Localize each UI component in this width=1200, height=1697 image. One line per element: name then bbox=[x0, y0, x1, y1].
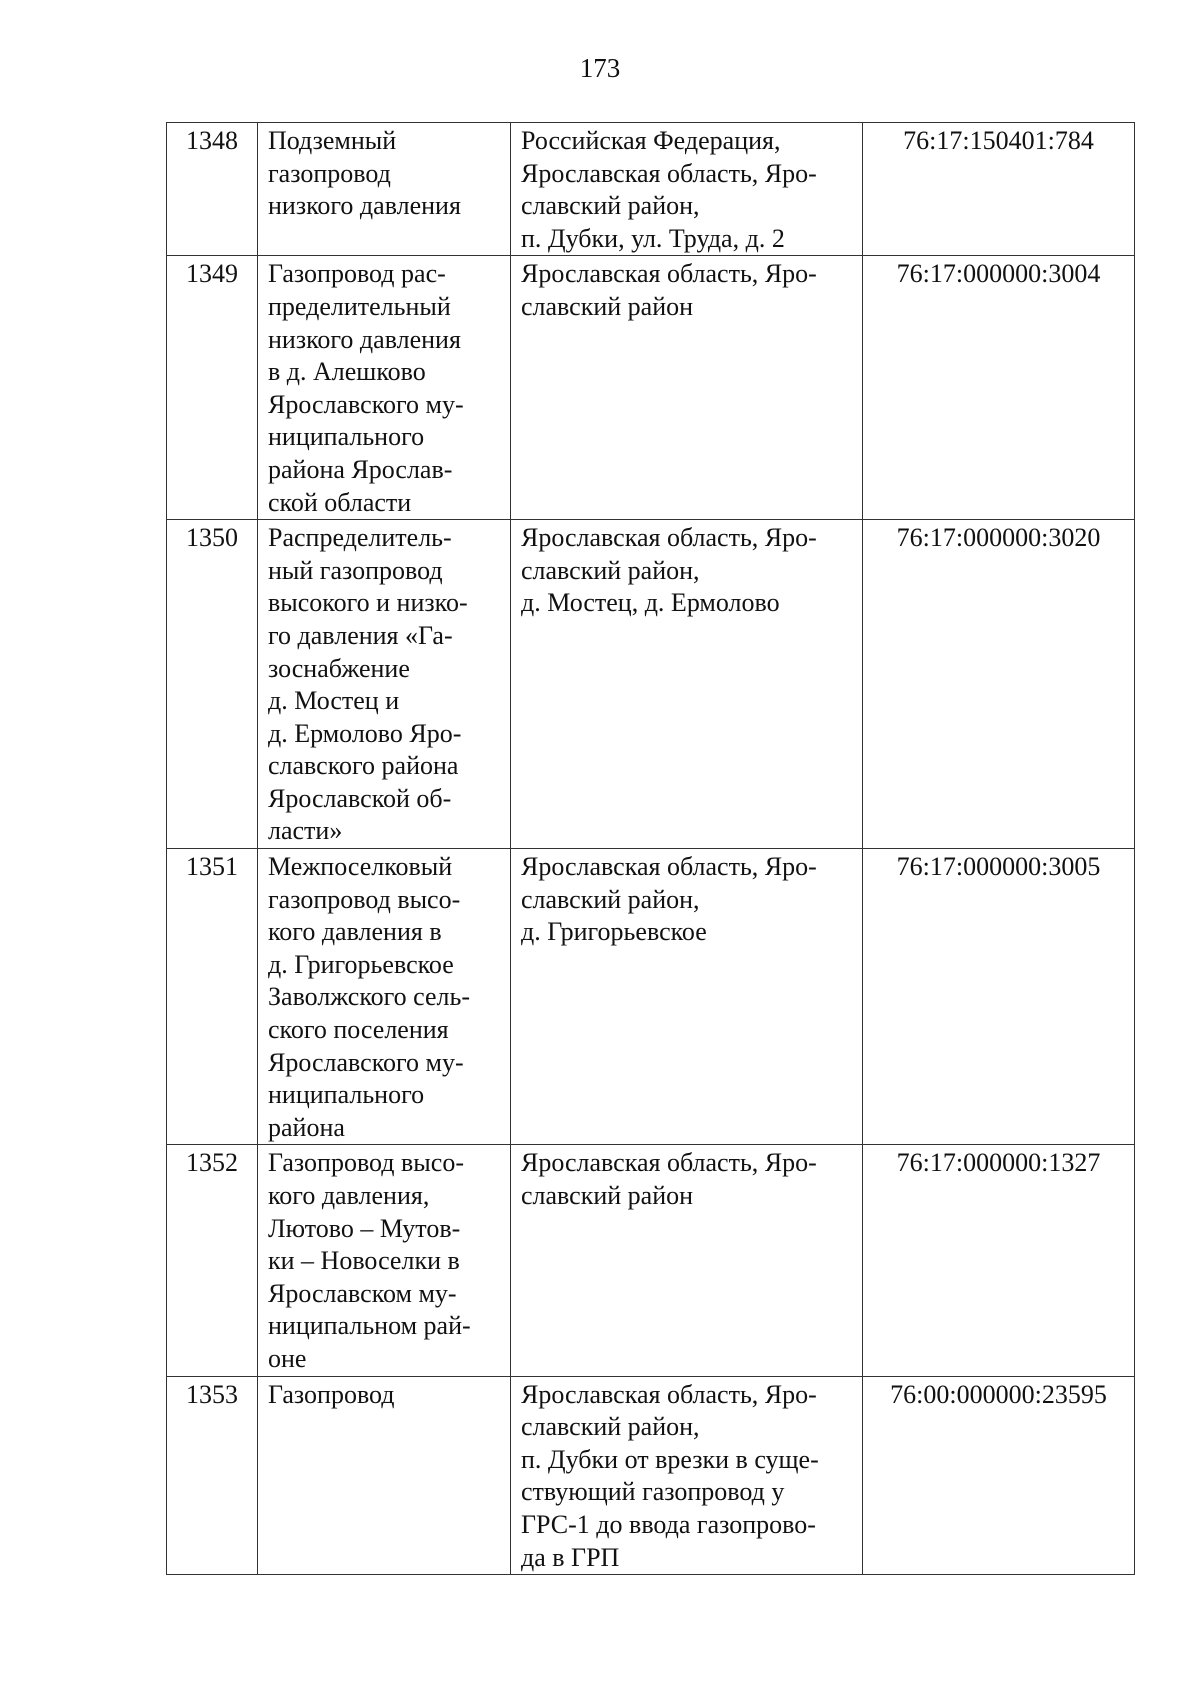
address-line: славский район bbox=[521, 1181, 694, 1210]
cell-object-name bbox=[258, 849, 511, 1145]
object-name-line: Ярославском му- bbox=[268, 1278, 457, 1308]
cell-address bbox=[511, 520, 863, 849]
object-name-line: района bbox=[268, 1112, 345, 1142]
cell-object-name bbox=[258, 123, 511, 256]
cell-number: 1351 bbox=[167, 849, 258, 1145]
object-name-line: газопровод bbox=[268, 158, 391, 188]
object-name-line: д. Григорьевское bbox=[268, 949, 454, 979]
page-number: 173 bbox=[579, 53, 621, 83]
object-name-line: д. Мостец и bbox=[268, 686, 400, 716]
table-row bbox=[167, 1376, 1135, 1575]
object-name-line: д. Ермолово Яро- bbox=[268, 718, 462, 748]
object-name-line: Распределитель- bbox=[268, 523, 452, 553]
address-line: славский район bbox=[521, 291, 694, 321]
cell-cadastral-number: 76:00:000000:23595 bbox=[863, 1376, 1135, 1575]
object-name-line: Газопровод рас- bbox=[268, 259, 446, 289]
object-name-line: ки – Новоселки в bbox=[268, 1246, 460, 1276]
object-name-line: в д. Алешково bbox=[268, 357, 426, 387]
cell-number: 1353 bbox=[167, 1376, 258, 1575]
object-name-line: ласти» bbox=[268, 816, 343, 846]
object-name-line: Газопровод высо- bbox=[268, 1148, 464, 1178]
object-name-line: ской области bbox=[268, 487, 412, 517]
cell-cadastral-number: 76:17:000000:1327 bbox=[863, 1145, 1135, 1376]
cell-cadastral-number: 76:17:000000:3004 bbox=[863, 256, 1135, 520]
object-name-line: кого давления, bbox=[268, 1181, 430, 1210]
address-line: славский район, bbox=[521, 1412, 700, 1442]
object-name-line: Лютово – Мутов- bbox=[268, 1213, 461, 1243]
address-line: славский район, bbox=[521, 555, 700, 585]
object-name-line: оне bbox=[268, 1343, 307, 1373]
object-name-line: ниципального bbox=[268, 1080, 425, 1110]
address-line: Ярославская область, Яро- bbox=[521, 1379, 817, 1409]
address-line: ГРС-1 до ввода газопрово- bbox=[521, 1509, 816, 1539]
address-line: Российская Федерация, bbox=[521, 126, 781, 155]
object-name-line: района Ярослав- bbox=[268, 454, 453, 484]
registry-table bbox=[166, 122, 1135, 1575]
cell-cadastral-number: 76:17:150401:784 bbox=[863, 123, 1135, 256]
object-name-line: славского района bbox=[268, 751, 459, 781]
object-name-line: Ярославского му- bbox=[268, 389, 464, 419]
table-row bbox=[167, 256, 1135, 520]
object-name-line: ского поселения bbox=[268, 1015, 449, 1045]
address-line: да в ГРП bbox=[521, 1542, 620, 1572]
object-name-line: высокого и низко- bbox=[268, 588, 468, 618]
object-name-line: газопровод высо- bbox=[268, 884, 461, 914]
address-line: д. Мостец, д. Ермолово bbox=[521, 588, 780, 618]
address-line: Ярославская область, Яро- bbox=[521, 1148, 817, 1178]
object-name-line: кого давления в bbox=[268, 917, 442, 947]
object-name-line: пределительный bbox=[268, 291, 451, 321]
object-name-line: Подземный bbox=[268, 126, 397, 155]
cell-address bbox=[511, 1145, 863, 1376]
cell-cadastral-number: 76:17:000000:3020 bbox=[863, 520, 1135, 849]
object-name-line: ниципального bbox=[268, 422, 425, 452]
cell-address bbox=[511, 123, 863, 256]
cell-object-name bbox=[258, 256, 511, 520]
address-line: д. Григорьевское bbox=[521, 917, 707, 947]
cell-cadastral-number: 76:17:000000:3005 bbox=[863, 849, 1135, 1145]
object-name-line: го давления «Га- bbox=[268, 620, 453, 650]
cell-number: 1350 bbox=[167, 520, 258, 849]
cell-object-name bbox=[258, 1145, 511, 1376]
object-name-line: Газопровод bbox=[268, 1379, 395, 1409]
cell-object-name bbox=[258, 1376, 511, 1575]
object-name-line: ный газопровод bbox=[268, 555, 443, 585]
cell-object-name bbox=[258, 520, 511, 849]
object-name-line: Заволжского сель- bbox=[268, 982, 471, 1012]
table-row bbox=[167, 520, 1135, 849]
table-body bbox=[167, 123, 1135, 1575]
object-name-line: зоснабжение bbox=[268, 653, 410, 683]
address-line: ствующий газопровод у bbox=[521, 1477, 785, 1507]
table-row bbox=[167, 849, 1135, 1145]
address-line: славский район, bbox=[521, 884, 700, 914]
cell-number: 1349 bbox=[167, 256, 258, 520]
address-line: п. Дубки от врезки в суще- bbox=[521, 1444, 819, 1474]
address-line: Ярославская область, Яро- bbox=[521, 158, 817, 188]
object-name-line: Ярославской об- bbox=[268, 783, 452, 813]
object-name-line: низкого давления bbox=[268, 191, 461, 221]
address-line: Ярославская область, Яро- bbox=[521, 259, 817, 289]
cell-address bbox=[511, 256, 863, 520]
address-line: Ярославская область, Яро- bbox=[521, 852, 817, 882]
address-line: славский район, bbox=[521, 191, 700, 221]
object-name-line: Ярославского му- bbox=[268, 1047, 464, 1077]
cell-number: 1348 bbox=[167, 123, 258, 256]
address-line: Ярославская область, Яро- bbox=[521, 523, 817, 553]
table-row bbox=[167, 123, 1135, 256]
cell-number: 1352 bbox=[167, 1145, 258, 1376]
object-name-line: низкого давления bbox=[268, 324, 461, 354]
address-line: п. Дубки, ул. Труда, д. 2 bbox=[521, 223, 785, 253]
cell-address bbox=[511, 1376, 863, 1575]
object-name-line: ниципальном рай- bbox=[268, 1311, 471, 1341]
object-name-line: Межпоселковый bbox=[268, 852, 453, 882]
table-row bbox=[167, 1145, 1135, 1376]
cell-address bbox=[511, 849, 863, 1145]
